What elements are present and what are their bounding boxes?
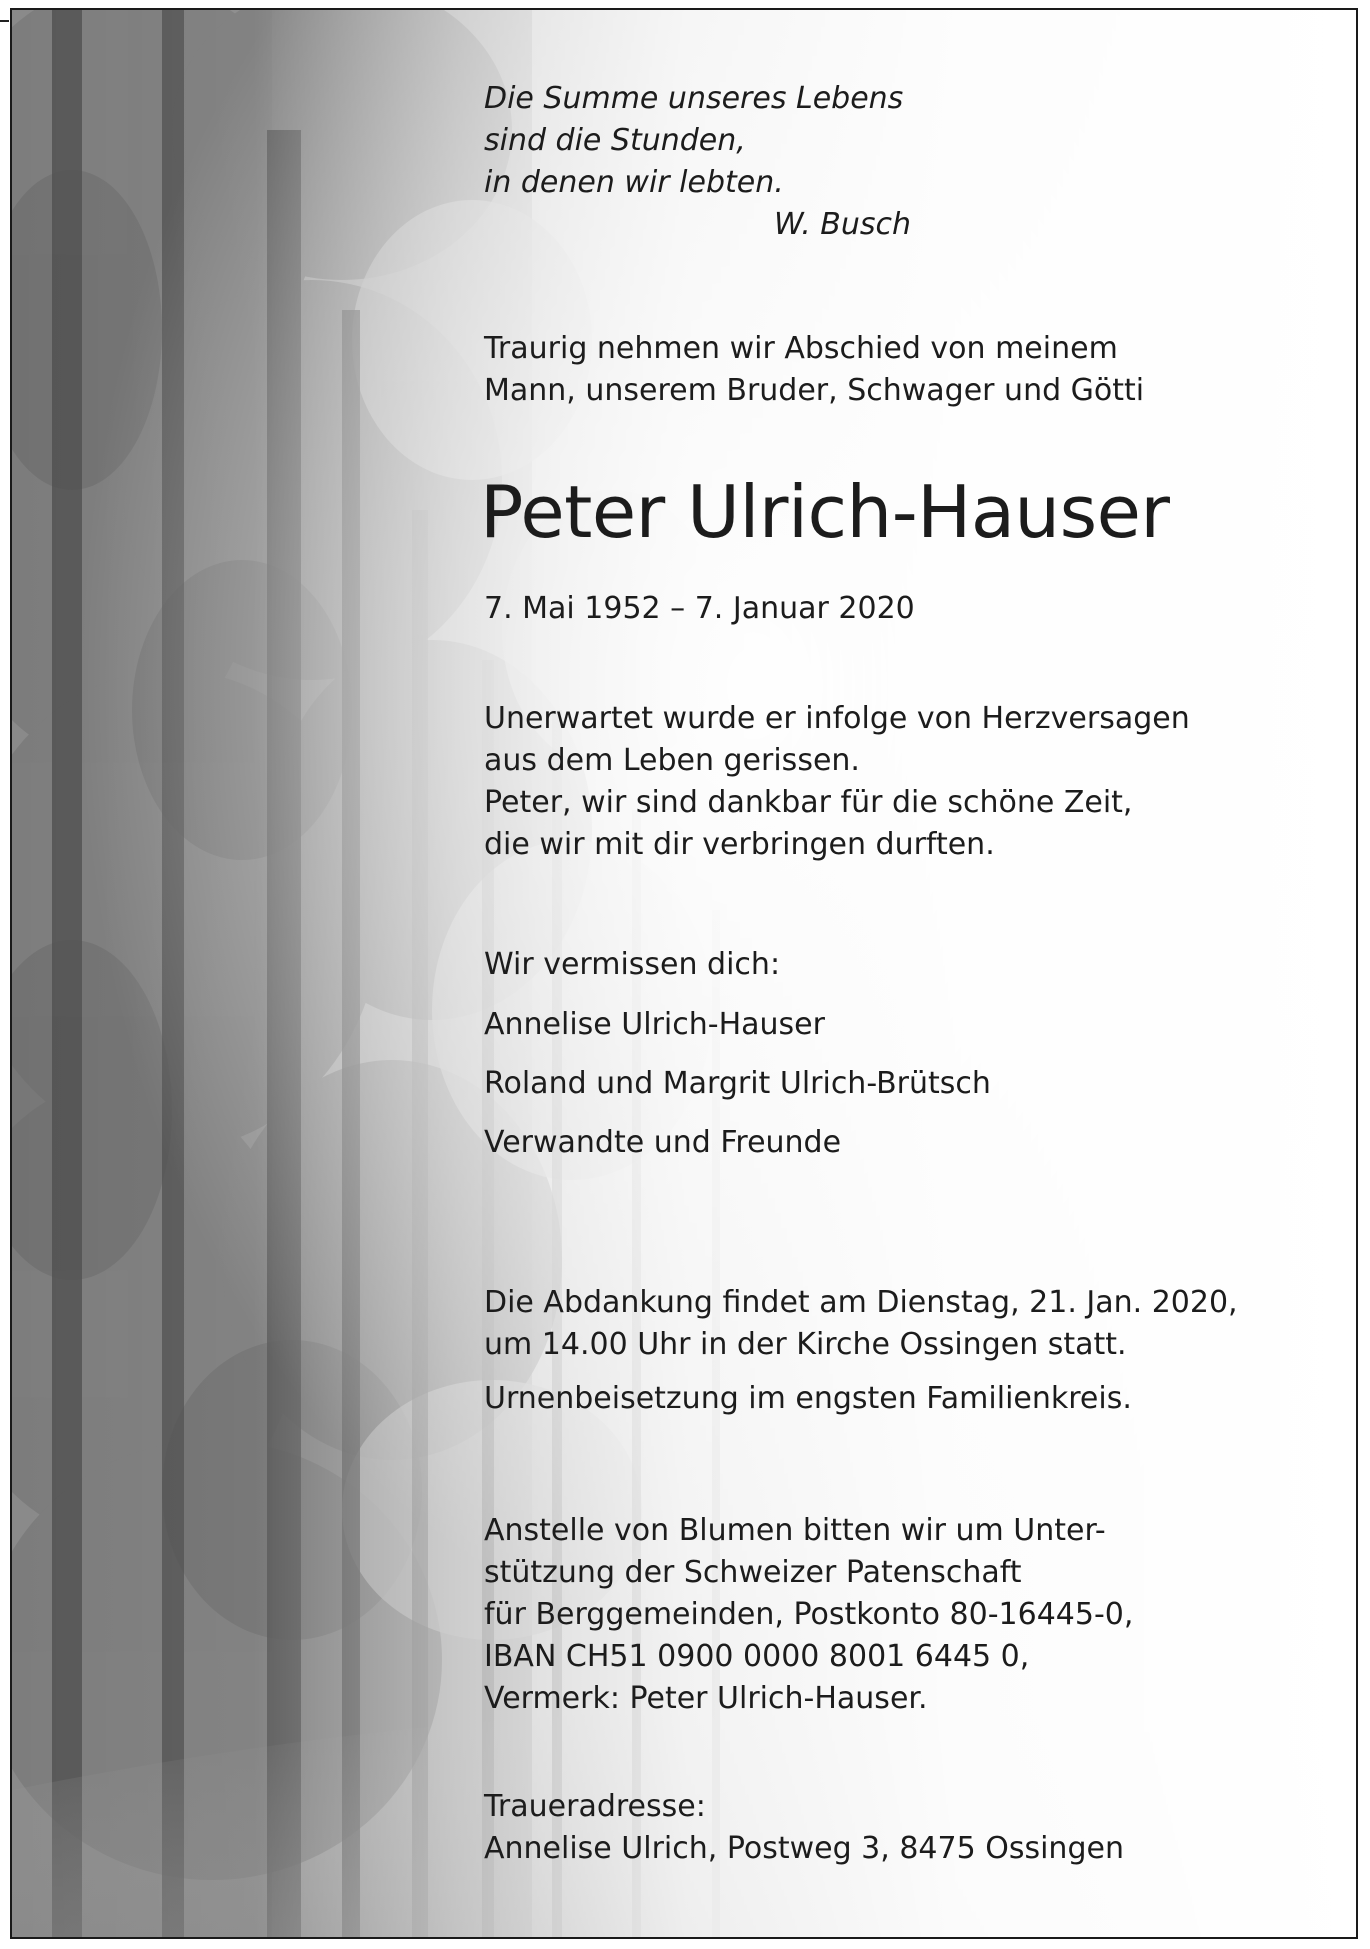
service-block — [484, 1282, 1324, 1366]
donation-line: Anstelle von Blumen bitten wir um Unter- — [484, 1513, 1106, 1548]
quote-line: Die Summe unseres Lebens — [484, 81, 904, 116]
message-line: Peter, wir sind dankbar für die schöne Zeit, — [484, 785, 1133, 820]
donation-line: stützung der Schweizer Patenschaft — [484, 1555, 1022, 1590]
address-block — [484, 1786, 1324, 1870]
service-line: um 14.00 Uhr in der Kirche Ossingen statt. — [484, 1327, 1127, 1362]
quote-author: W. Busch — [774, 207, 912, 242]
service-line: Die Abdankung findet am Dienstag, 21. Jan. 2020, — [484, 1285, 1238, 1320]
message-line: Unerwartet wurde er infolge von Herzversagen — [484, 701, 1190, 736]
message-line: aus dem Leben gerissen. — [484, 743, 860, 778]
mourner-name: Annelise Ulrich-Hauser — [484, 1007, 825, 1042]
donation-line: für Berggemeinden, Postkonto 80-16445-0, — [484, 1597, 1134, 1632]
message-block — [484, 698, 1324, 866]
quote-block — [484, 78, 1324, 246]
deceased-name: Peter Ulrich-Hauser — [480, 470, 1170, 554]
quote-line: sind die Stunden, — [484, 123, 746, 158]
donation-block — [484, 1510, 1324, 1720]
burial-note: Urnenbeisetzung im engsten Familienkreis. — [484, 1381, 1132, 1416]
intro-line: Traurig nehmen wir Abschied von meinem — [484, 331, 1118, 366]
mourners-heading: Wir vermissen dich: — [484, 947, 781, 982]
obituary-frame — [10, 8, 1358, 1939]
mourner-name: Roland und Margrit Ulrich-Brütsch — [484, 1066, 991, 1101]
address-heading: Traueradresse: — [484, 1789, 706, 1824]
donation-line: IBAN CH51 0900 0000 8001 6445 0, — [484, 1639, 1030, 1674]
mourner-name: Verwandte und Freunde — [484, 1125, 842, 1160]
corner-mark — [0, 20, 9, 22]
address-line: Annelise Ulrich, Postweg 3, 8475 Ossingen — [484, 1831, 1124, 1866]
donation-line: Vermerk: Peter Ulrich-Hauser. — [484, 1681, 928, 1716]
life-dates: 7. Mai 1952 – 7. Januar 2020 — [484, 591, 915, 626]
intro-line: Mann, unserem Bruder, Schwager und Götti — [484, 373, 1145, 408]
message-line: die wir mit dir verbringen durften. — [484, 827, 995, 862]
intro-block — [484, 328, 1324, 412]
quote-line: in denen wir lebten. — [484, 165, 784, 200]
